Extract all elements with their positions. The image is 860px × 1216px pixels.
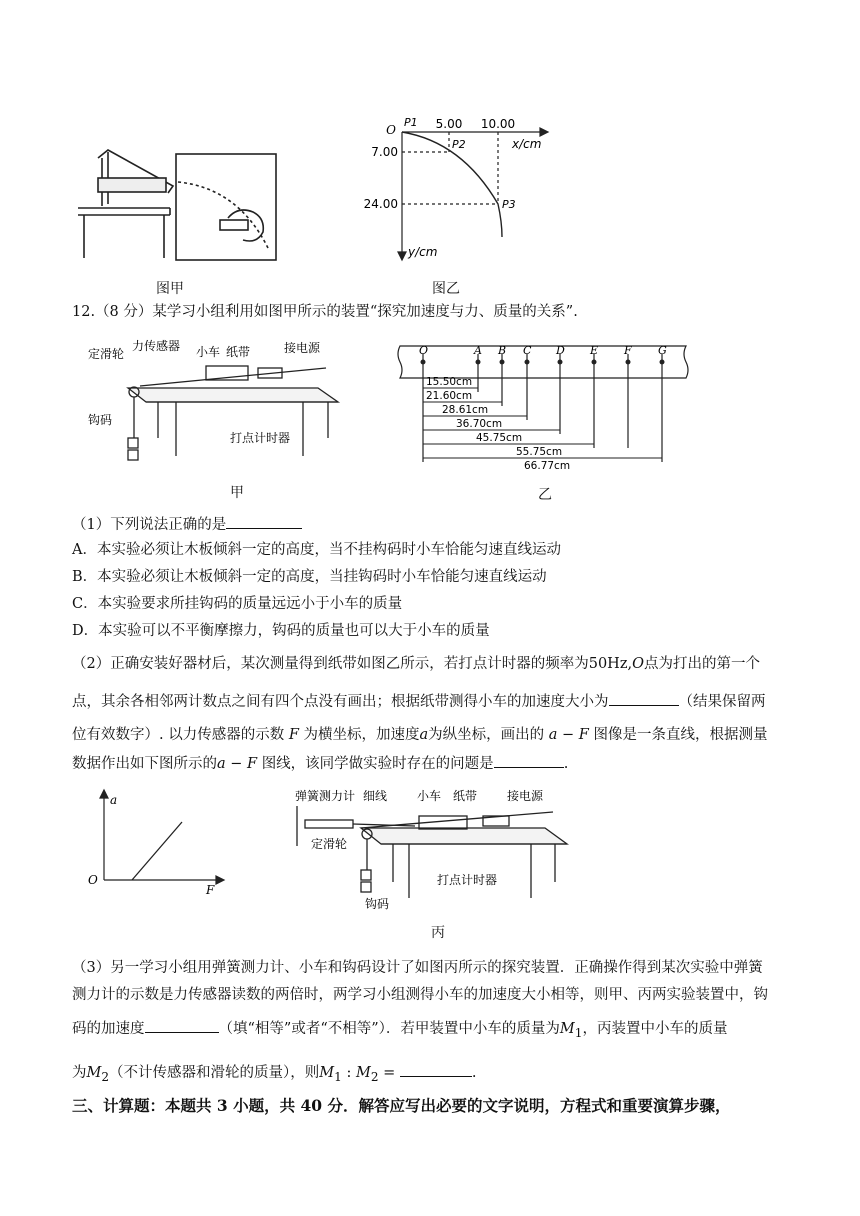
tape-point-g: G: [658, 344, 667, 357]
distance-oa: 15.50cm: [426, 376, 473, 388]
tape-point-b: B: [498, 344, 507, 357]
label-timer-bing: 打点计时器: [437, 873, 498, 887]
figure-jia-apparatus: [88, 338, 353, 468]
option-c: C．本实验要求所挂钩码的质量远远小于小车的质量: [72, 596, 403, 612]
answer-blank-1[interactable]: [226, 514, 302, 529]
a-f-line: [132, 822, 182, 880]
a-axis-label: a: [110, 793, 118, 807]
answer-blank-3[interactable]: [494, 753, 564, 768]
option-b: B．本实验必须让木板倾斜一定的高度，当挂钩码时小车恰能匀速直线运动: [72, 569, 547, 585]
label-timer: 打点计时器: [230, 431, 291, 445]
figure-jia-top: [78, 138, 298, 263]
label-weight-bing: 钩码: [365, 897, 390, 911]
point-p1: P1: [404, 116, 418, 129]
part3-line2: 测力计的示数是力传感器读数的两倍时，两学习小组测得小车的加速度大小相等，则甲、丙两实验装置中，钩: [72, 987, 768, 1003]
distance-ob: 21.60cm: [426, 390, 473, 402]
label-string: 细线: [363, 789, 388, 803]
label-power-bing: 接电源: [507, 789, 544, 803]
q12-title: 12.（8 分）某学习小组利用如图甲所示的装置“探究加速度与力、质量的关系”.: [72, 304, 578, 320]
label-weight: 钩码: [88, 413, 113, 427]
label-cart-bing: 小车: [417, 789, 442, 803]
answer-blank-4[interactable]: [145, 1018, 219, 1033]
label-tape-bing: 纸带: [453, 789, 478, 803]
x-tick-10: 10.00: [480, 117, 516, 131]
distance-of: 55.75cm: [516, 446, 563, 458]
part3-line4: 为$M_2$（不计传感器和滑轮的质量），则$M_1$ : $M_2$ = .: [72, 1062, 476, 1087]
f-axis-arrow-icon: [216, 876, 224, 884]
figure-bing-apparatus: [295, 786, 575, 912]
part2-line4: 数据作出如下图所示的a − F 图线，该同学做实验时存在的问题是 .: [72, 753, 568, 774]
a-axis-arrow-icon: [100, 790, 108, 798]
caption-fig-yi-top: 图乙: [432, 281, 460, 297]
label-sensor: 力传感器: [132, 339, 181, 353]
label-cart: 小车: [196, 345, 221, 359]
figure-a-f-graph: [86, 786, 226, 896]
option-a: A．本实验必须让木板倾斜一定的高度，当不挂构码时小车恰能匀速直线运动: [72, 542, 561, 558]
y-tick-24: 24.00: [363, 197, 398, 211]
tape-point-o: O: [419, 344, 429, 357]
distance-oc: 28.61cm: [442, 404, 489, 416]
figure-yi-top: [352, 112, 552, 262]
tape-point-f: F: [624, 344, 632, 357]
y-tick-7: 7.00: [371, 145, 398, 159]
origin-label: O: [386, 123, 396, 137]
label-power: 接电源: [284, 341, 321, 355]
distance-og: 66.77cm: [524, 460, 571, 470]
caption-fig-jia: 甲: [230, 485, 244, 501]
tape-point-e: E: [590, 344, 599, 357]
tape-point-a: A: [474, 344, 482, 357]
option-d: D．本实验可以不平衡摩擦力，钩码的质量也可以大于小车的质量: [72, 623, 490, 639]
x-axis-arrow-icon: [540, 128, 548, 136]
part1-stem: （1）下列说法正确的是: [72, 514, 302, 535]
point-p3: P3: [502, 198, 516, 211]
figure-yi-tape: [396, 340, 696, 470]
label-tape: 纸带: [226, 345, 251, 359]
label-spring: 弹簧测力计: [295, 789, 356, 803]
distance-oe: 45.75cm: [476, 432, 523, 444]
tape-point-c: C: [523, 344, 532, 357]
caption-fig-jia-top: 图甲: [156, 281, 184, 297]
f-axis-label: F: [206, 883, 215, 896]
answer-blank-2[interactable]: [609, 691, 679, 706]
answer-blank-5[interactable]: [400, 1062, 472, 1077]
caption-fig-bing: 丙: [431, 925, 445, 941]
caption-fig-yi: 乙: [538, 487, 552, 503]
distance-od: 36.70cm: [456, 418, 503, 430]
launcher-apparatus-drawing: [78, 138, 298, 263]
label-pulley: 定滑轮: [88, 347, 125, 361]
x-axis-label: x/cm: [512, 137, 542, 151]
graph-origin-label: O: [88, 873, 98, 887]
point-p2: P2: [452, 138, 466, 151]
x-tick-5: 5.00: [435, 117, 463, 131]
part2-line3: 位有效数字）. 以力传感器的示数 F 为横坐标，加速度a为纵坐标，画出的 a − F 图像是一条直线，根据测量: [72, 727, 768, 743]
y-axis-arrow-icon: [398, 252, 406, 260]
section3-heading: 三、计算题：本题共 3 小题，共 40 分．解答应写出必要的文字说明，方程式和重要演算步骤，: [72, 1096, 731, 1115]
label-pulley-bing: 定滑轮: [311, 837, 348, 851]
y-axis-label: y/cm: [408, 245, 438, 259]
tape-point-d: D: [556, 344, 565, 357]
part3-line3: 码的加速度 （填“相等”或者“不相等”）．若甲装置中小车的质量为$M_1$，丙装置中小车的质量: [72, 1018, 727, 1043]
part3-line1: （3）另一学习小组用弹簧测力计、小车和钩码设计了如图丙所示的探究装置．正确操作得到某次实验中弹簧: [72, 960, 763, 976]
part2-line2: 点，其余各相邻两计数点之间有四个点没有画出；根据纸带测得小车的加速度大小为 （结果保留两: [72, 691, 766, 712]
part2-line1: （2）正确安装好器材后，某次测量得到纸带如图乙所示，若打点计时器的频率为50Hz,O点为打出的第一个: [72, 656, 760, 672]
